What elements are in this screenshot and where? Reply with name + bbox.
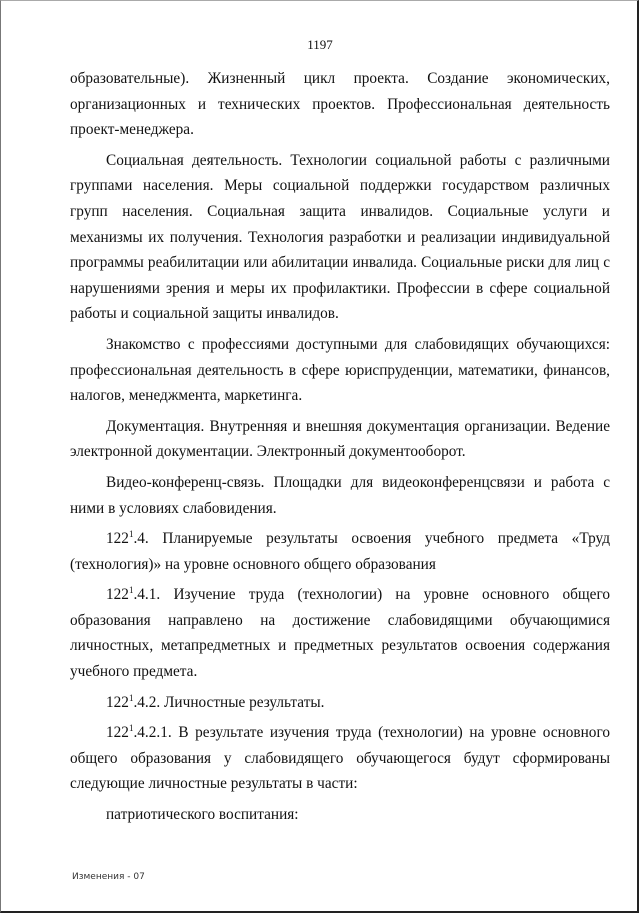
- section-number-sup: 1: [128, 585, 134, 596]
- section-text: В результате изучения труда (технологии) на уровне основного общего образования у слабовидящего обучающегося будут сформированы следующие личностные результаты в части:: [70, 724, 610, 793]
- section-text: Личностные результаты.: [160, 693, 325, 711]
- section-text: Изучение труда (технологии) на уровне основного общего образования направлено на достижение слабовидящими обучающимися личностных, метапредметных и предметных результатов освоения содержания учебного предмета.: [70, 586, 610, 681]
- section-number-sup: 1: [128, 529, 134, 539]
- section-text: Планируемые результаты освоения учебного предмета «Труд (технология)» на уровне основного общего образования: [70, 530, 610, 573]
- paragraph-professions: Знакомство с профессиями доступными для слабовидящих обучающихся: профессиональная деятельность в сфере юриспруденции, математики, финансов, налогов, менеджмента, маркетинга.: [70, 335, 610, 405]
- section-number: 122: [106, 693, 129, 711]
- section-number: 122: [106, 586, 129, 604]
- paragraph-patriotic-education: патриотического воспитания:: [106, 806, 299, 824]
- document-body: [70, 66, 610, 833]
- paragraph-social-activity: Социальная деятельность. Технологии социальной работы с различными группами населения. Меры социальной поддержки государством различных групп населения. Социальная защита инвалидов. Социальные услуги и механизмы их получения. Технология разработки и реализации индивидуальной программы реабилитации или абилитации инвалида. Социальные риски для лиц с нарушениями зрения и меры их профилактики. Профессии в сфере социальной работы и социальной защиты инвалидов.: [70, 151, 610, 323]
- footer-revision-note: Изменения - 07: [72, 872, 145, 882]
- paragraph-video-conference: Видео-конференц-связь. Площадки для видеоконференцсвязи и работа с ними в условиях слабовидения.: [70, 473, 610, 517]
- section-122-1-4-2: [70, 690, 610, 716]
- section-number: 122: [106, 530, 129, 548]
- section-number-suffix: .4.: [133, 530, 149, 548]
- page-number: 1197: [307, 37, 333, 52]
- section-number-sup: 1: [128, 692, 134, 703]
- section-number-suffix: .4.2.1.: [133, 724, 172, 742]
- section-number-suffix: .4.1.: [133, 586, 161, 604]
- paragraph-documentation: Документация. Внутренняя и внешняя документация организации. Ведение электронной документации. Электронный документооборот.: [70, 417, 610, 461]
- section-number-suffix: .4.2.: [133, 693, 161, 711]
- section-122-1-4-2-1: [70, 720, 610, 797]
- section-122-1-4-1: [70, 582, 610, 684]
- section-number-sup: 1: [128, 723, 134, 734]
- section-122-1-4: [70, 526, 610, 577]
- section-number: 122: [106, 724, 129, 742]
- paragraph-project-lifecycle: образовательные). Жизненный цикл проекта. Создание экономических, организационных и технических проектов. Профессиональная деятельность проект-менеджера.: [70, 70, 610, 139]
